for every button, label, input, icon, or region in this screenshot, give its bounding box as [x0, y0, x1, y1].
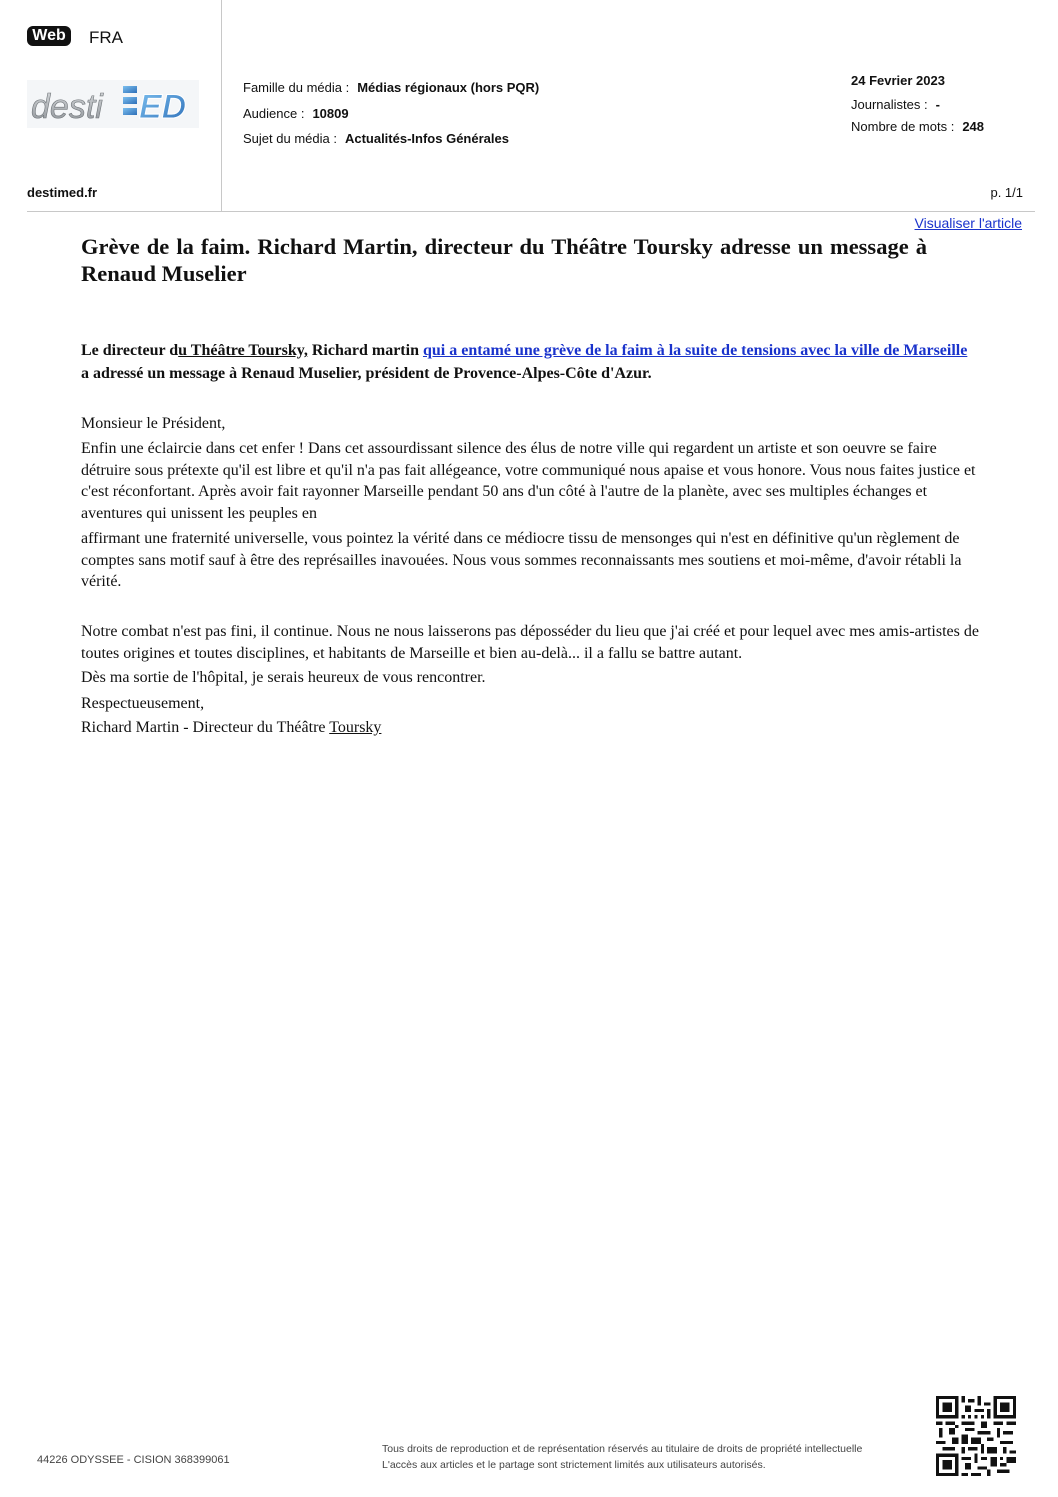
- signature: [81, 717, 981, 739]
- web-badge: Web: [27, 26, 71, 46]
- lede-text-2: Richard martin: [307, 342, 423, 359]
- journalists-label: Journalistes :: [851, 97, 928, 112]
- audience: [243, 106, 349, 121]
- paragraph-1: Enfin une éclaircie dans cet enfer ! Dans cet assourdissant silence des élus de notre ville qui regardent un artiste et son oeuvre se faire détruire sous prétexte qu'il est libre et qu'il n'a pas fait allégeance, votre communiqué nous apaise et vous honore. Vous nous faites justice et c'est réconfortant. Après avoir fait rayonner Marseille pendant 50 ans d'un côté à l'autre de la planète, avec ses multiples échanges et aventures qui unissent les peuples en: [81, 440, 976, 522]
- destimed-logo: [27, 80, 199, 128]
- page-number: p. 1/1: [990, 185, 1023, 200]
- qr-code: [936, 1396, 1016, 1476]
- closing: Respectueusement,: [81, 695, 205, 712]
- media-family: [243, 80, 539, 95]
- paragraph-4: Dès ma sortie de l'hôpital, je serais heureux de vous rencontrer.: [81, 669, 486, 686]
- signature-toursky-link[interactable]: Toursky: [329, 719, 382, 736]
- svg-text:desti: desti: [31, 88, 103, 126]
- rights-line-1: Tous droits de reproduction et de représentation réservés au titulaire de droits de propriété intellectuelle: [382, 1443, 863, 1455]
- media-subject: [243, 131, 509, 146]
- media-family-label: Famille du média :: [243, 80, 350, 95]
- language-label: FRA: [89, 28, 123, 47]
- article-lede: [81, 339, 976, 385]
- cision-reference: 44226 ODYSSEE - CISION 368399061: [37, 1454, 230, 1466]
- header-horizontal-divider: [27, 211, 1035, 212]
- journalists-value: -: [935, 97, 940, 112]
- media-subject-label: Sujet du média :: [243, 131, 337, 146]
- word-count: [851, 119, 984, 134]
- journalists: [851, 97, 940, 112]
- lede-text-1: Le directeur d: [81, 342, 179, 359]
- article-title: Grève de la faim. Richard Martin, directeur du Théâtre Toursky adresse un message à Renaud Muselier: [81, 234, 927, 286]
- paragraph-2: affirmant une fraternité universelle, vous pointez la vérité dans ce médiocre tissu de mensonges qui n'est en définitive qu'un règlement de comptes sans motif sauf à être des représailles inavouées. Nous vous sommes reconnaissants mes soutiens et moi-même, d'avoir rétabli la vérité.: [81, 530, 962, 590]
- site-name: destimed.fr: [27, 185, 98, 200]
- publication-date: 24 Fevrier 2023: [851, 73, 945, 88]
- salutation: Monsieur le Président,: [81, 415, 226, 432]
- rights-line-2: L'accès aux articles et le partage sont strictement limités aux utilisateurs autorisés.: [382, 1459, 766, 1471]
- word-count-label: Nombre de mots :: [851, 119, 955, 134]
- signature-text: Richard Martin - Directeur du Théâtre: [81, 719, 330, 736]
- audience-label: Audience :: [243, 106, 305, 121]
- media-family-value: Médias régionaux (hors PQR): [357, 80, 540, 95]
- paragraph-3: Notre combat n'est pas fini, il continue. Nous ne nous laisserons pas déposséder du lieu que j'ai créé et pour lequel avec mes amis-artistes de toutes origines et toutes disciplines, et habitants de Marseille et bien au-delà... il a fallu se battre autant.: [81, 623, 979, 662]
- rights-notice: [382, 1441, 927, 1473]
- lede-text-3: a adressé un message à Renaud Muselier, président de Provence-Alpes-Côte d'Azur.: [81, 365, 652, 382]
- word-count-value: 248: [962, 119, 985, 134]
- svg-text:ED: ED: [139, 88, 187, 126]
- media-subject-value: Actualités-Infos Générales: [344, 131, 509, 146]
- view-article-link[interactable]: Visualiser l'article: [914, 215, 1022, 231]
- audience-value: 10809: [312, 106, 349, 121]
- header-vertical-divider: [221, 0, 222, 212]
- hunger-strike-link[interactable]: qui a entamé une grève de la faim à la suite de tensions avec la ville de Marseille: [422, 342, 968, 359]
- toursky-link[interactable]: u Théâtre Toursky,: [178, 342, 308, 359]
